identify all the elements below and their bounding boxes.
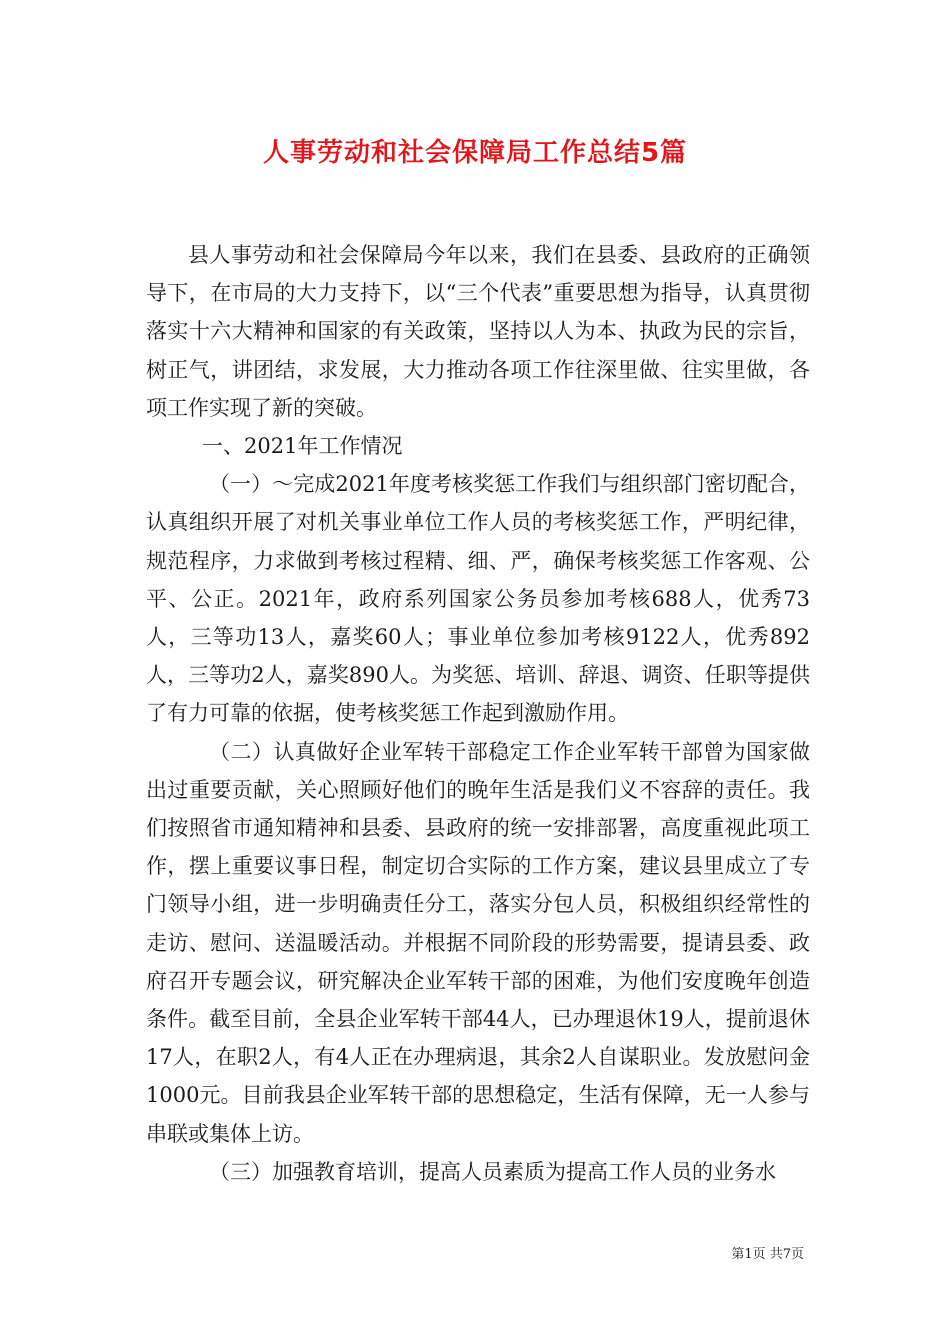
section-heading: 一、2021年工作情况: [202, 434, 403, 459]
paragraph-assessment: （一）～完成2021年度考核奖惩工作我们与组织部门密切配合，认真组织开展了对机关事业单位工作人员的考核奖惩工作，严明纪律，规范程序，力求做到考核过程精、细、严，确保考核奖惩工作客观、公平、公正。2021年，政府系列国家公务员参加考核688人，优秀73人，三等功13人，嘉奖60人；事业单位参加考核9122人，优秀892人，三等功2人，嘉奖890人。为奖惩、培训、辞退、调资、任职等提供了有力可靠的依据，使考核奖惩工作起到激励作用。: [146, 472, 810, 726]
document-body: [146, 236, 810, 1191]
page-number: 第1页 共7页: [731, 1247, 804, 1262]
document-title: 人事劳动和社会保障局工作总结5篇: [262, 138, 688, 168]
paragraph-intro: 县人事劳动和社会保障局今年以来，我们在县委、县政府的正确领导下，在市局的大力支持下，以“三个代表”重要思想为指导，认真贯彻落实十六大精神和国家的有关政策，坚持以人为本、执政为民的宗旨，树正气，讲团结，求发展，大力推动各项工作往深里做、往实里做，各项工作实现了新的突破。: [146, 243, 810, 420]
paragraph-training: （三）加强教育培训，提高人员素质为提高工作人员的业务水: [209, 1159, 776, 1184]
paragraph-veterans: （二）认真做好企业军转干部稳定工作企业军转干部曾为国家做出过重要贡献，关心照顾好他们的晚年生活是我们义不容辞的责任。我们按照省市通知精神和县委、县政府的统一安排部署，高度重视此项工作，摆上重要议事日程，制定切合实际的工作方案，建议县里成立了专门领导小组，进一步明确责任分工，落实分包人员，积极组织经常性的走访、慰问、送温暖活动。并根据不同阶段的形势需要，提请县委、政府召开专题会议，研究解决企业军转干部的困难，为他们安度晚年创造条件。截至目前，全县企业军转干部44人，已办理退休19人，提前退休17人，在职2人，有4人正在办理病退，其余2人自谋职业。发放慰问金1000元。目前我县企业军转干部的思想稳定，生活有保障，无一人参与串联或集体上访。: [146, 739, 810, 1146]
